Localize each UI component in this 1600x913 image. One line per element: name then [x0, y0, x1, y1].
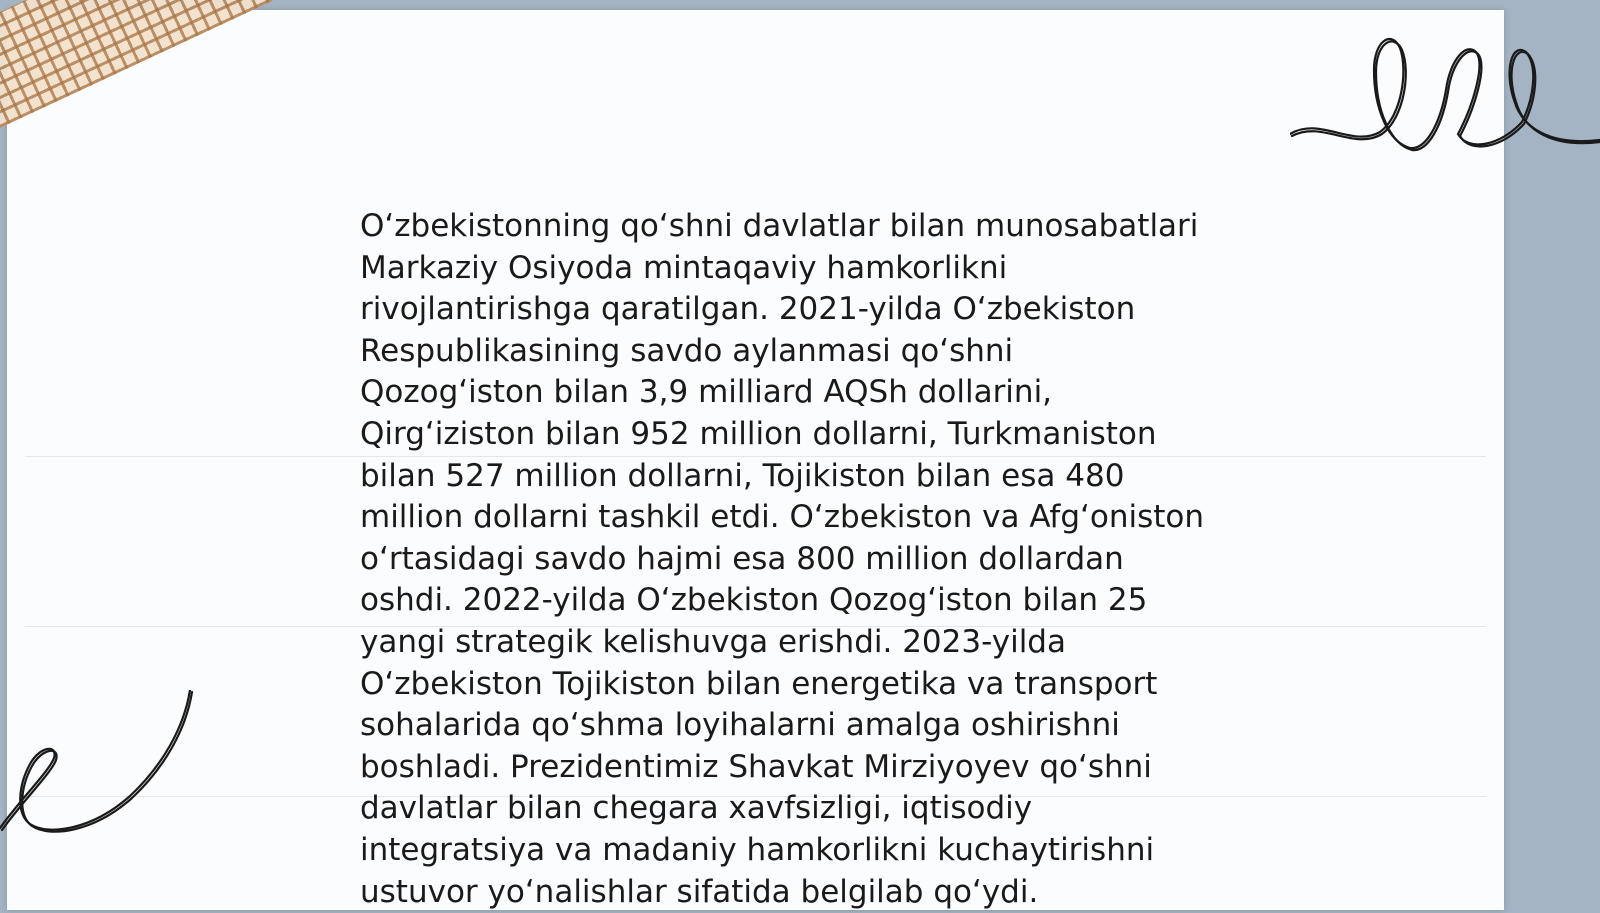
swirl-scribble-doodle: [0, 690, 200, 850]
document-body-text: O‘zbekistonning qo‘shni davlatlar bilan munosabatlari Markaziy Osiyoda mintaqaviy hamkorlikni rivojlantirishga qaratilgan. 2021-yilda O‘zbekiston Respublikasining savdo aylanmasi qo‘shni Qozog‘iston bilan 3,9 milliard AQSh dollarini, Qirg‘iziston bilan 952 million dollarni, Turkmaniston bilan 527 million dollarni, Tojikiston bilan esa 480 million dollarni tashkil etdi. O‘zbekiston va Afg‘oniston o‘rtasidagi savdo hajmi esa 800 million dollardan oshdi. 2022-yilda O‘zbekiston Qozog‘iston bilan 25 yangi strategik kelishuvga erishdi. 2023-yilda O‘zbekiston Tojikiston bilan energetika va transport sohalarida qo‘shma loyihalarni amalga oshirishni boshladi. Prezidentimiz Shavkat Mirziyoyev qo‘shni davlatlar bilan chegara xavfsizligi, iqtisodiy integratsiya va madaniy hamkorlikni kuchaytirishni ustuvor yo‘nalishlar sifatida belgilab qo‘ydi.: [360, 208, 1205, 910]
loop-scribble-doodle: [1290, 30, 1600, 170]
